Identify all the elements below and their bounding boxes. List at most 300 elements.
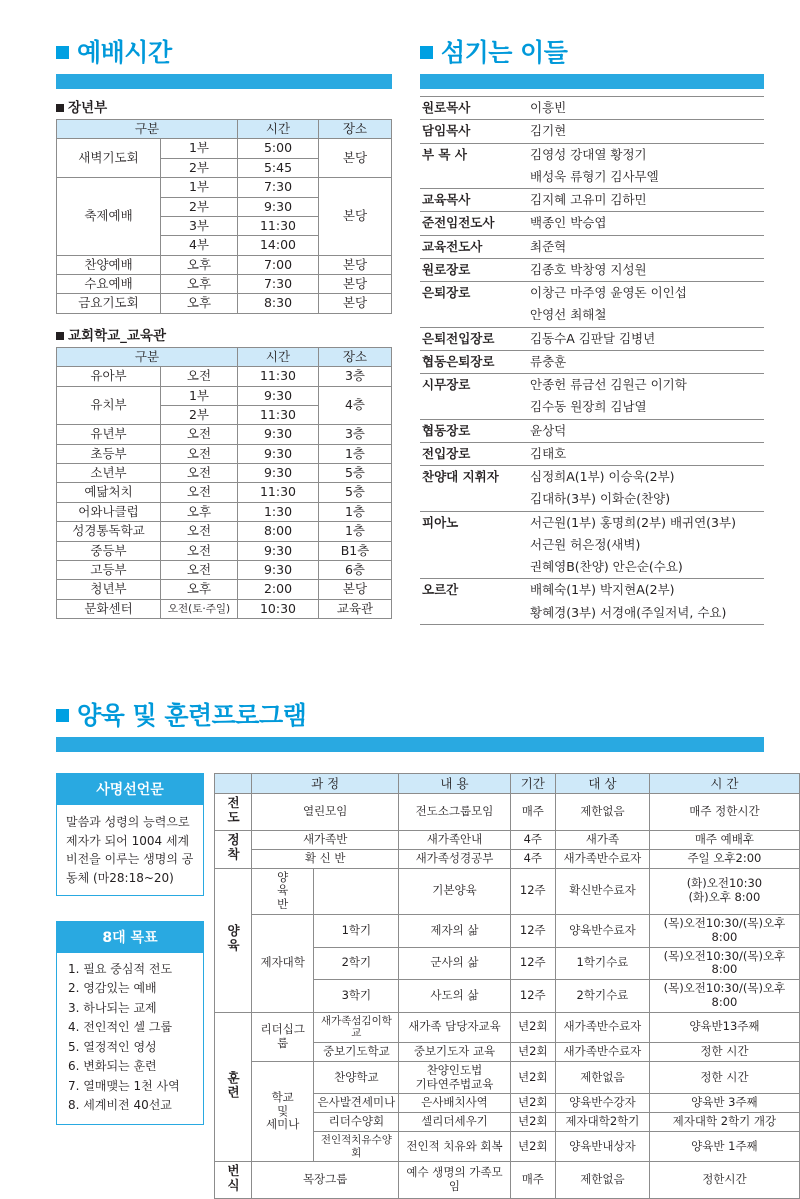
worship-times-block (56, 96, 392, 619)
program-period-cell: 년2회 (510, 1012, 555, 1042)
table-row (57, 178, 392, 197)
program-subcourse-cell (314, 868, 399, 914)
servant-role-cell: 피아노 (422, 514, 459, 530)
service-time-cell: 9:30 (238, 425, 319, 444)
mission-body: 말씀과 성령의 능력으로 제자가 되어 1004 세계비전을 이루는 생명의 공동체 (마28:18~20) (56, 805, 204, 896)
servant-names-cell: 안영선 최해철 (528, 304, 764, 327)
program-period-cell: 12주 (510, 914, 555, 947)
col-header-time: 시 간 (649, 774, 799, 794)
servant-names-cell: 심정희A(1부) 이승욱(2부) (530, 469, 675, 484)
program-time-cell: 매주 정한시간 (649, 794, 799, 831)
service-name-cell: 수요예배 (57, 275, 161, 294)
program-subcourse-cell: 3학기 (314, 980, 399, 1013)
service-part-cell: 4부 (161, 236, 238, 255)
mission-statement-box (56, 773, 204, 896)
servant-names-cell: 안종헌 류금선 김원근 이기학 (530, 377, 687, 392)
servant-names-cell: 김지혜 고유미 김하민 (528, 189, 764, 212)
service-name-cell: 찬양예배 (57, 255, 161, 274)
servant-role-cell: 교육전도사 (420, 235, 528, 258)
program-course-cell: 열린모임 (252, 794, 399, 831)
servant-names-cell: 윤상덕 (528, 419, 764, 442)
church-school-table (56, 347, 392, 619)
program-target-cell: 양육반수료자 (556, 914, 650, 947)
service-name-cell: 소년부 (57, 464, 161, 483)
church-school-label: 교회학교_교육관 (56, 324, 392, 344)
program-period-cell: 매주 (510, 794, 555, 831)
program-target-cell: 제한없음 (556, 794, 650, 831)
service-part-cell: 1부 (161, 386, 238, 405)
table-row (57, 580, 392, 599)
table-row (57, 541, 392, 560)
servant-role-cell: 준전임전도사 (420, 212, 528, 235)
program-course-cell: 새가족반 (252, 831, 399, 850)
servant-role-cell: 담임목사 (420, 120, 528, 143)
servant-role-cell: 원로목사 (420, 97, 528, 120)
program-row (215, 1162, 800, 1199)
table-row (57, 522, 392, 541)
service-name-cell: 청년부 (57, 580, 161, 599)
table-header-row (57, 120, 392, 139)
service-place-cell: 본당 (319, 255, 392, 274)
table-row (57, 425, 392, 444)
service-time-cell: 2:00 (238, 580, 319, 599)
service-place-cell: B1층 (319, 541, 392, 560)
service-time-cell: 7:30 (238, 275, 319, 294)
service-place-cell: 본당 (319, 275, 392, 294)
servants-section-bar (420, 74, 764, 89)
service-time-cell: 9:30 (238, 444, 319, 463)
program-row (215, 868, 800, 914)
service-time-cell: 9:30 (238, 541, 319, 560)
service-name-cell: 금요기도회 (57, 294, 161, 313)
program-section-heading (56, 703, 306, 728)
col-header-place: 장소 (319, 120, 392, 139)
program-section-title: 양육 및 훈련프로그램 (77, 701, 307, 730)
service-part-cell: 1부 (161, 178, 238, 197)
service-part-cell: 2부 (161, 405, 238, 424)
servant-row (420, 579, 764, 602)
program-subcourse-cell: 전인적치유수양회 (314, 1131, 399, 1161)
program-row (215, 794, 800, 831)
worship-section-title: 예배시간 (77, 38, 172, 67)
service-time-cell: 9:30 (238, 197, 319, 216)
program-content-cell: 제자의 삶 (399, 914, 510, 947)
service-name-cell: 새벽기도회 (57, 139, 161, 178)
filled-square-icon (56, 332, 64, 340)
program-row (215, 1012, 800, 1042)
service-time-cell: 11:30 (238, 405, 319, 424)
program-content-cell: 예수 생명의 가족모임 (399, 1162, 510, 1199)
service-name-cell: 유치부 (57, 386, 161, 425)
servant-row (420, 282, 764, 305)
adult-dept-label: 장년부 (56, 96, 392, 116)
service-place-cell: 교육관 (319, 599, 392, 618)
program-content-cell: 전도소그룹모임 (399, 794, 510, 831)
servant-role-cell: 협동장로 (420, 419, 528, 442)
worship-section-bar (56, 74, 392, 89)
table-row (57, 275, 392, 294)
program-row (215, 849, 800, 868)
program-time-cell: 정한 시간 (649, 1042, 799, 1061)
table-row (57, 560, 392, 579)
program-period-cell: 4주 (510, 831, 555, 850)
servant-row (420, 120, 764, 143)
table-row (57, 255, 392, 274)
servant-row (420, 488, 764, 511)
servant-row (420, 97, 764, 120)
servant-role-cell (420, 396, 528, 419)
goals-list (56, 953, 204, 1125)
program-period-cell: 년2회 (510, 1061, 555, 1094)
table-row (57, 294, 392, 313)
servant-names-cell: 권혜영B(찬양) 안은순(수요) (528, 556, 764, 579)
program-period-cell: 매주 (510, 1162, 555, 1199)
program-target-cell: 제한없음 (556, 1162, 650, 1199)
program-target-cell: 새가족반수료자 (556, 849, 650, 868)
program-period-cell: 4주 (510, 849, 555, 868)
service-part-cell: 오후 (161, 294, 238, 313)
service-time-cell: 11:30 (238, 483, 319, 502)
program-table-wrap (214, 773, 800, 1199)
col-header-period: 기간 (510, 774, 555, 794)
service-place-cell: 본당 (319, 178, 392, 256)
program-time-cell: 제자대학 2학기 개강 (649, 1113, 799, 1132)
service-part-cell: 오후 (161, 275, 238, 294)
program-time-cell: 정한시간 (649, 1162, 799, 1199)
servant-row (420, 304, 764, 327)
program-target-cell: 새가족반수료자 (556, 1012, 650, 1042)
program-period-cell: 년2회 (510, 1113, 555, 1132)
service-part-cell: 오전 (161, 522, 238, 541)
servant-row (420, 235, 764, 258)
program-content-cell: 새가족성경공부 (399, 849, 510, 868)
service-place-cell: 본당 (319, 139, 392, 178)
servant-row (420, 166, 764, 189)
table-header-row (57, 347, 392, 366)
table-row (57, 502, 392, 521)
program-content-cell: 새가족안내 (399, 831, 510, 850)
service-place-cell: 6층 (319, 560, 392, 579)
servant-row (420, 258, 764, 281)
goal-item: 3. 하나되는 교제 (68, 1000, 157, 1015)
servant-role-cell: 오르간 (422, 582, 459, 598)
service-part-cell: 오전 (161, 560, 238, 579)
servant-role-cell (420, 534, 528, 556)
servant-names-cell: 서근원 허은정(새벽) (530, 536, 641, 552)
servant-names-cell: 백종인 박승엽 (528, 212, 764, 235)
col-header-target: 대 상 (556, 774, 650, 794)
square-bullet-icon (420, 46, 433, 59)
service-part-cell: 오전 (161, 425, 238, 444)
col-header-division: 구분 (57, 120, 238, 139)
service-part-cell: 3부 (161, 216, 238, 235)
program-target-cell: 확신반수료자 (556, 868, 650, 914)
servant-row (420, 511, 764, 534)
program-course-cell: 제자대학 (252, 914, 314, 1012)
servant-names-cell: 김기현 (528, 120, 764, 143)
program-category-cell: 번식 (215, 1162, 252, 1199)
program-course-cell: 목장그룹 (252, 1162, 399, 1199)
program-content-cell: 찬양인도법 기타연주법교육 (399, 1061, 510, 1094)
service-part-cell: 오후 (161, 502, 238, 521)
program-course-cell: 학교 및 세미나 (252, 1061, 314, 1161)
program-period-cell: 12주 (510, 947, 555, 980)
service-time-cell: 7:30 (238, 178, 319, 197)
service-place-cell: 본당 (319, 580, 392, 599)
servant-role-cell: 시무장로 (422, 377, 471, 392)
program-course-cell: 리더십그룹 (252, 1012, 314, 1061)
servant-names-cell: 김동수A 김판달 김병년 (528, 327, 764, 350)
servants-table (420, 96, 764, 625)
service-time-cell: 11:30 (238, 216, 319, 235)
servant-row (420, 556, 764, 579)
program-target-cell: 양육반내상자 (556, 1131, 650, 1161)
service-name-cell: 예닮처치 (57, 483, 161, 502)
program-target-cell: 양육반수강자 (556, 1094, 650, 1113)
program-time-cell: 주일 오후2:00 (649, 849, 799, 868)
col-header-course: 과 정 (252, 774, 399, 794)
program-section-bar (56, 737, 764, 752)
servant-role-cell (420, 166, 528, 189)
program-category-cell: 정착 (215, 831, 252, 869)
servant-row (420, 396, 764, 419)
servant-names-cell: 김종호 박창영 지성원 (528, 258, 764, 281)
service-time-cell: 5:45 (238, 158, 319, 177)
program-category-cell: 전도 (215, 794, 252, 831)
service-time-cell: 1:30 (238, 502, 319, 521)
service-time-cell: 9:30 (238, 560, 319, 579)
servant-role-cell (420, 488, 528, 511)
goals-title: 8대 목표 (56, 921, 204, 953)
servant-names-cell: 배성욱 류형기 김사무엘 (528, 166, 764, 189)
servant-row (420, 374, 764, 397)
service-place-cell: 5층 (319, 483, 392, 502)
program-time-cell: 양육반13주째 (649, 1012, 799, 1042)
adult-worship-table (56, 119, 392, 314)
service-name-cell: 고등부 (57, 560, 161, 579)
service-name-cell: 유아부 (57, 367, 161, 386)
service-name-cell: 중등부 (57, 541, 161, 560)
table-row (57, 444, 392, 463)
servant-role-cell: 부 목 사 (422, 146, 467, 162)
program-target-cell: 1학기수료 (556, 947, 650, 980)
service-name-cell: 문화센터 (57, 599, 161, 618)
service-name-cell: 초등부 (57, 444, 161, 463)
service-part-cell: 오후 (161, 255, 238, 274)
servant-names-cell: 김대하(3부) 이화순(찬양) (528, 488, 764, 511)
square-bullet-icon (56, 46, 69, 59)
program-target-cell: 새가족 (556, 831, 650, 850)
table-row (57, 367, 392, 386)
servants-block (420, 96, 764, 625)
servant-names-cell: 김수동 원장희 김남열 (528, 396, 764, 419)
service-part-cell: 2부 (161, 158, 238, 177)
program-subcourse-cell: 1학기 (314, 914, 399, 947)
service-part-cell: 오전 (161, 541, 238, 560)
col-header-place: 장소 (319, 347, 392, 366)
program-time-cell: 매주 예배후 (649, 831, 799, 850)
servant-names-cell: 김영성 강대열 황정기 (530, 146, 647, 162)
servant-names-cell: 황혜경(3부) 서경애(주일저녁, 수요) (528, 602, 764, 625)
table-row (57, 464, 392, 483)
service-place-cell: 3층 (319, 367, 392, 386)
goal-item: 2. 영감있는 예배 (68, 981, 157, 996)
service-place-cell: 1층 (319, 522, 392, 541)
servant-row (420, 602, 764, 625)
col-header-time: 시간 (238, 120, 319, 139)
servant-role-cell: 협동은퇴장로 (420, 350, 528, 373)
goal-item: 7. 열매맺는 1천 사역 (68, 1078, 180, 1093)
service-place-cell: 5층 (319, 464, 392, 483)
col-header-content: 내 용 (399, 774, 510, 794)
servant-role-cell (420, 556, 528, 579)
program-time-cell: (목)오전10:30/(목)오후8:00 (649, 947, 799, 980)
program-target-cell: 새가족반수료자 (556, 1042, 650, 1061)
program-content-cell: 은사배치사역 (399, 1094, 510, 1113)
program-table (214, 773, 800, 1199)
service-part-cell: 오후 (161, 580, 238, 599)
servant-role-cell: 은퇴장로 (422, 285, 471, 300)
program-subcourse-cell: 은사발견세미나 (314, 1094, 399, 1113)
servant-names-cell: 최준혁 (528, 235, 764, 258)
program-time-cell: 정한 시간 (649, 1061, 799, 1094)
program-period-cell: 년2회 (510, 1131, 555, 1161)
service-time-cell: 9:30 (238, 464, 319, 483)
servant-row (420, 143, 764, 166)
service-part-cell: 오전 (161, 483, 238, 502)
program-period-cell: 12주 (510, 868, 555, 914)
table-row (57, 599, 392, 618)
program-time-cell: 양육반 1주째 (649, 1131, 799, 1161)
service-place-cell: 3층 (319, 425, 392, 444)
filled-square-icon (56, 104, 64, 112)
servant-names-cell: 류충훈 (528, 350, 764, 373)
goal-item: 1. 필요 중심적 전도 (68, 962, 173, 976)
servant-names-cell: 배혜숙(1부) 박지현A(2부) (530, 582, 675, 598)
program-content-cell: 기본양육 (399, 868, 510, 914)
program-period-cell: 년2회 (510, 1042, 555, 1061)
eight-goals-box (56, 921, 204, 1125)
program-category-cell: 양육 (215, 868, 252, 1012)
servant-role-cell: 원로장로 (420, 258, 528, 281)
service-name-cell: 유년부 (57, 425, 161, 444)
service-place-cell: 본당 (319, 294, 392, 313)
servant-row (420, 419, 764, 442)
square-bullet-icon (56, 709, 69, 722)
service-time-cell: 8:30 (238, 294, 319, 313)
program-row (215, 914, 800, 947)
col-header-time: 시간 (238, 347, 319, 366)
service-time-cell: 10:30 (238, 599, 319, 618)
service-time-cell: 14:00 (238, 236, 319, 255)
col-header-division: 구분 (57, 347, 238, 366)
servant-row (420, 212, 764, 235)
service-part-cell: 1부 (161, 139, 238, 158)
service-time-cell: 7:00 (238, 255, 319, 274)
servant-row (420, 350, 764, 373)
service-part-cell: 오전(토·주일) (161, 599, 238, 618)
servant-role-cell: 찬양대 지휘자 (422, 469, 499, 484)
service-place-cell: 4층 (319, 386, 392, 425)
program-content-cell: 사도의 삶 (399, 980, 510, 1013)
program-time-cell: (목)오전10:30/(목)오후8:00 (649, 914, 799, 947)
program-course-cell: 양 육 반 (252, 868, 314, 914)
goal-item: 4. 전인적인 셀 그룹 (68, 1020, 173, 1035)
table-row (57, 386, 392, 405)
service-part-cell: 오전 (161, 464, 238, 483)
servant-role-cell (420, 304, 528, 327)
program-subcourse-cell: 2학기 (314, 947, 399, 980)
program-period-cell: 12주 (510, 980, 555, 1013)
program-time-cell: 양육반 3주째 (649, 1094, 799, 1113)
program-content-cell: 셀리더세우기 (399, 1113, 510, 1132)
servants-section-heading (420, 40, 567, 65)
program-period-cell: 년2회 (510, 1094, 555, 1113)
goal-item: 5. 열정적인 영성 (68, 1039, 157, 1054)
col-header-category (215, 774, 252, 794)
program-time-cell: (화)오전10:30 (화)오후 8:00 (649, 868, 799, 914)
program-subcourse-cell: 리더수양회 (314, 1113, 399, 1132)
program-target-cell: 제자대학2학기 (556, 1113, 650, 1132)
servant-role-cell (420, 602, 528, 625)
service-place-cell: 1층 (319, 444, 392, 463)
servant-names-cell: 김태호 (528, 442, 764, 465)
service-part-cell: 오전 (161, 367, 238, 386)
program-row (215, 1061, 800, 1094)
servant-row (420, 466, 764, 489)
servant-row (420, 534, 764, 556)
worship-section-heading (56, 40, 172, 65)
goal-item: 6. 변화되는 훈련 (68, 1059, 157, 1074)
servant-names-cell: 이창근 마주영 윤영돈 이인섭 (530, 285, 687, 300)
mission-title: 사명선언문 (56, 773, 204, 805)
table-row (57, 483, 392, 502)
service-time-cell: 11:30 (238, 367, 319, 386)
servant-row (420, 327, 764, 350)
servant-role-cell: 전입장로 (420, 442, 528, 465)
program-content-cell: 군사의 삶 (399, 947, 510, 980)
program-target-cell: 2학기수료 (556, 980, 650, 1013)
goal-item: 8. 세계비전 40선교 (68, 1098, 172, 1113)
service-time-cell: 8:00 (238, 522, 319, 541)
servant-names-cell: 이흥빈 (528, 97, 764, 120)
servant-row (420, 189, 764, 212)
program-content-cell: 전인적 치유와 회복 (399, 1131, 510, 1161)
program-content-cell: 새가족 담당자교육 (399, 1012, 510, 1042)
program-subcourse-cell: 새가족섬김이학교 (314, 1012, 399, 1042)
program-time-cell: (목)오전10:30/(목)오후8:00 (649, 980, 799, 1013)
servant-row (420, 442, 764, 465)
service-place-cell: 1층 (319, 502, 392, 521)
servant-names-cell: 서근원(1부) 홍명희(2부) 배귀연(3부) (530, 514, 736, 530)
servants-section-title: 섬기는 이들 (441, 38, 568, 67)
service-name-cell: 성경통독학교 (57, 522, 161, 541)
service-name-cell: 어와나클럽 (57, 502, 161, 521)
program-content-cell: 중보기도자 교육 (399, 1042, 510, 1061)
program-row (215, 831, 800, 850)
program-course-cell: 확 신 반 (252, 849, 399, 868)
service-time-cell: 9:30 (238, 386, 319, 405)
servant-role-cell: 은퇴전입장로 (420, 327, 528, 350)
service-name-cell: 축제예배 (57, 178, 161, 256)
service-part-cell: 오전 (161, 444, 238, 463)
table-row (57, 139, 392, 158)
program-header-row (215, 774, 800, 794)
servant-role-cell: 교육목사 (420, 189, 528, 212)
program-subcourse-cell: 중보기도학교 (314, 1042, 399, 1061)
program-category-cell: 훈련 (215, 1012, 252, 1161)
service-part-cell: 2부 (161, 197, 238, 216)
